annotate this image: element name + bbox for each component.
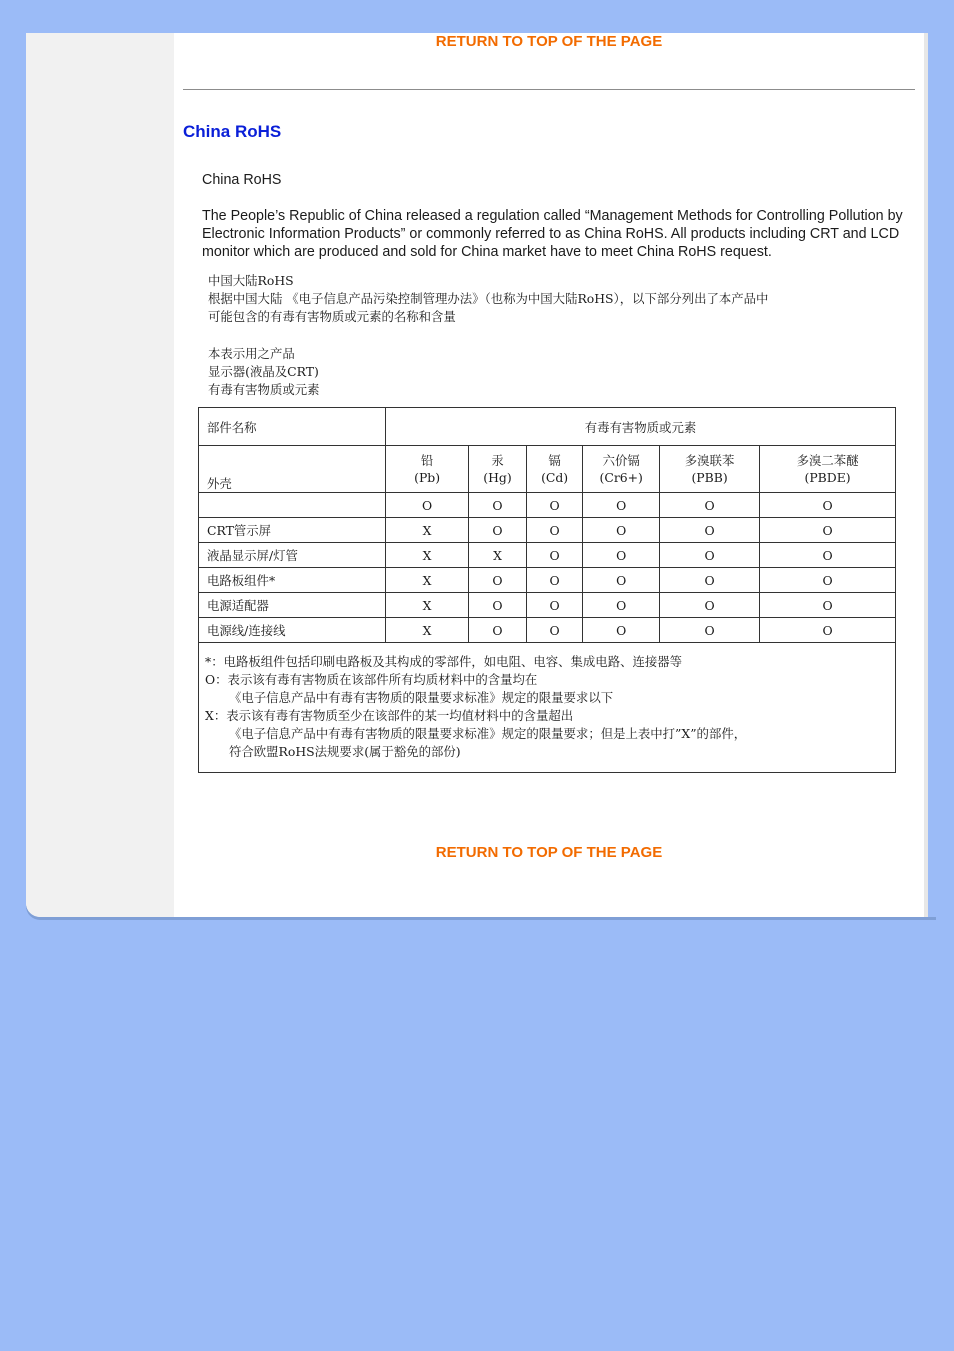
china-rohs-scan xyxy=(198,165,903,795)
header-substance xyxy=(526,446,583,493)
header-substance xyxy=(760,446,896,493)
substance-value-cell: O xyxy=(469,593,527,618)
content-page xyxy=(26,33,936,917)
table-row xyxy=(199,493,896,518)
part-name-cell xyxy=(199,493,386,518)
substance-name: 镉 xyxy=(548,453,561,468)
part-name-cell: CRT管示屏 xyxy=(199,518,386,543)
header-substance xyxy=(469,446,527,493)
part-name-cell: 电路板组件* xyxy=(199,568,386,593)
substance-value-cell: O xyxy=(469,568,527,593)
substance-value-cell: O xyxy=(760,593,896,618)
table-row xyxy=(199,543,896,568)
cn-intro xyxy=(208,272,908,326)
substance-value-cell: O xyxy=(583,543,660,568)
substance-value-cell: O xyxy=(583,618,660,643)
substance-value-cell: X xyxy=(385,518,468,543)
table-notes xyxy=(199,643,896,773)
table-row xyxy=(199,618,896,643)
cn-product-scope xyxy=(208,345,608,399)
cn-line: 可能包含的有毒有害物质或元素的名称和含量 xyxy=(208,309,456,324)
substance-value-cell: O xyxy=(760,493,896,518)
substance-symbol: (PBB) xyxy=(691,470,728,485)
substance-symbol: (PBDE) xyxy=(804,470,851,485)
note-line: X：表示该有毒有害物质至少在该部件的某一均值材料中的含量超出 xyxy=(205,708,574,723)
divider xyxy=(183,89,915,90)
substance-symbol: (Cd) xyxy=(541,470,569,485)
cn-line: 中国大陆RoHS xyxy=(208,273,294,288)
substance-value-cell: X xyxy=(385,618,468,643)
note-line: 《电子信息产品中有毒有害物质的限量要求标准》规定的限量要求；但是上表中打”X”的部件， xyxy=(229,726,747,741)
section-title: China RoHS xyxy=(183,122,282,141)
substance-value-cell: X xyxy=(385,543,468,568)
substance-symbol: (Pb) xyxy=(414,470,441,485)
substance-value-cell: O xyxy=(469,493,527,518)
substance-value-cell: O xyxy=(659,518,759,543)
cn-line: 本表示用之产品 xyxy=(208,346,295,361)
header-substance xyxy=(385,446,468,493)
cn-line: 有毒有害物质或元素 xyxy=(208,382,320,397)
substance-value-cell: O xyxy=(760,543,896,568)
scan-intro: The People’s Republic of China released a regulation called “Management Methods for Controlling Pollution by Electronic Information Products” or commonly referred to as China RoHS. All products including CRT and LCD monitor which are produced and sold for China market have to meet China RoHS request. xyxy=(202,208,903,260)
substance-name: 多溴二苯醚 xyxy=(796,453,859,468)
part-name-cell: 液晶显示屏/灯管 xyxy=(199,543,386,568)
substance-value-cell: O xyxy=(659,593,759,618)
substance-name: 铅 xyxy=(420,453,434,468)
substance-value-cell: X xyxy=(385,568,468,593)
substance-value-cell: O xyxy=(583,493,660,518)
return-to-top-link-bottom[interactable]: RETURN TO TOP OF THE PAGE xyxy=(435,844,663,861)
part-name-cell: 电源线/连接线 xyxy=(199,618,386,643)
note-line: 符合欧盟RoHS法规要求(属于豁免的部份) xyxy=(229,744,461,759)
hazardous-substances-table xyxy=(198,407,896,773)
part-name-cell: 电源适配器 xyxy=(199,593,386,618)
substance-value-cell: O xyxy=(526,618,583,643)
substance-value-cell: O xyxy=(526,593,583,618)
substance-name: 汞 xyxy=(491,453,504,468)
substance-value-cell: O xyxy=(526,518,583,543)
right-rail xyxy=(924,33,936,917)
table-row xyxy=(199,518,896,543)
header-substances-group: 有毒有害物质或元素 xyxy=(385,408,895,446)
substance-value-cell: O xyxy=(659,543,759,568)
substance-name: 多溴联苯 xyxy=(684,453,735,468)
header-part-name: 部件名称 xyxy=(199,408,386,446)
substance-symbol: (Cr6+) xyxy=(599,470,643,485)
substance-value-cell: O xyxy=(526,568,583,593)
substance-value-cell: X xyxy=(469,543,527,568)
substance-value-cell: O xyxy=(659,568,759,593)
note-line: 《电子信息产品中有毒有害物质的限量要求标准》规定的限量要求以下 xyxy=(229,690,614,705)
substance-value-cell: O xyxy=(583,593,660,618)
note-line: *：电路板组件包括印刷电路板及其构成的零部件，如电阻、电容、集成电路、连接器等 xyxy=(205,654,683,669)
substance-value-cell: O xyxy=(659,493,759,518)
cn-line: 根据中国大陆 《电子信息产品污染控制管理办法》（也称为中国大陆RoHS），以下部分列出了本产品中 xyxy=(208,291,769,306)
header-substance xyxy=(583,446,660,493)
table-row xyxy=(199,568,896,593)
scan-title: China RoHS xyxy=(202,172,282,188)
substance-value-cell: O xyxy=(385,493,468,518)
substance-value-cell: O xyxy=(583,568,660,593)
table-row xyxy=(199,593,896,618)
substance-value-cell: O xyxy=(583,518,660,543)
return-to-top-link-top[interactable]: RETURN TO TOP OF THE PAGE xyxy=(435,33,663,50)
substance-value-cell: X xyxy=(385,593,468,618)
left-column xyxy=(26,33,174,917)
substance-symbol: (Hg) xyxy=(483,470,512,485)
substance-value-cell: O xyxy=(760,568,896,593)
substance-value-cell: O xyxy=(469,518,527,543)
substance-name: 六价镉 xyxy=(602,453,640,468)
cn-line: 显示器(液晶及CRT) xyxy=(208,364,319,379)
row-label-cell: 外壳 xyxy=(199,446,386,493)
substance-value-cell: O xyxy=(659,618,759,643)
header-substance xyxy=(659,446,759,493)
substance-value-cell: O xyxy=(760,618,896,643)
note-line: O：表示该有毒有害物质在该部件所有均质材料中的含量均在 xyxy=(205,672,538,687)
substance-value-cell: O xyxy=(760,518,896,543)
substance-value-cell: O xyxy=(526,493,583,518)
substance-value-cell: O xyxy=(526,543,583,568)
substance-value-cell: O xyxy=(469,618,527,643)
